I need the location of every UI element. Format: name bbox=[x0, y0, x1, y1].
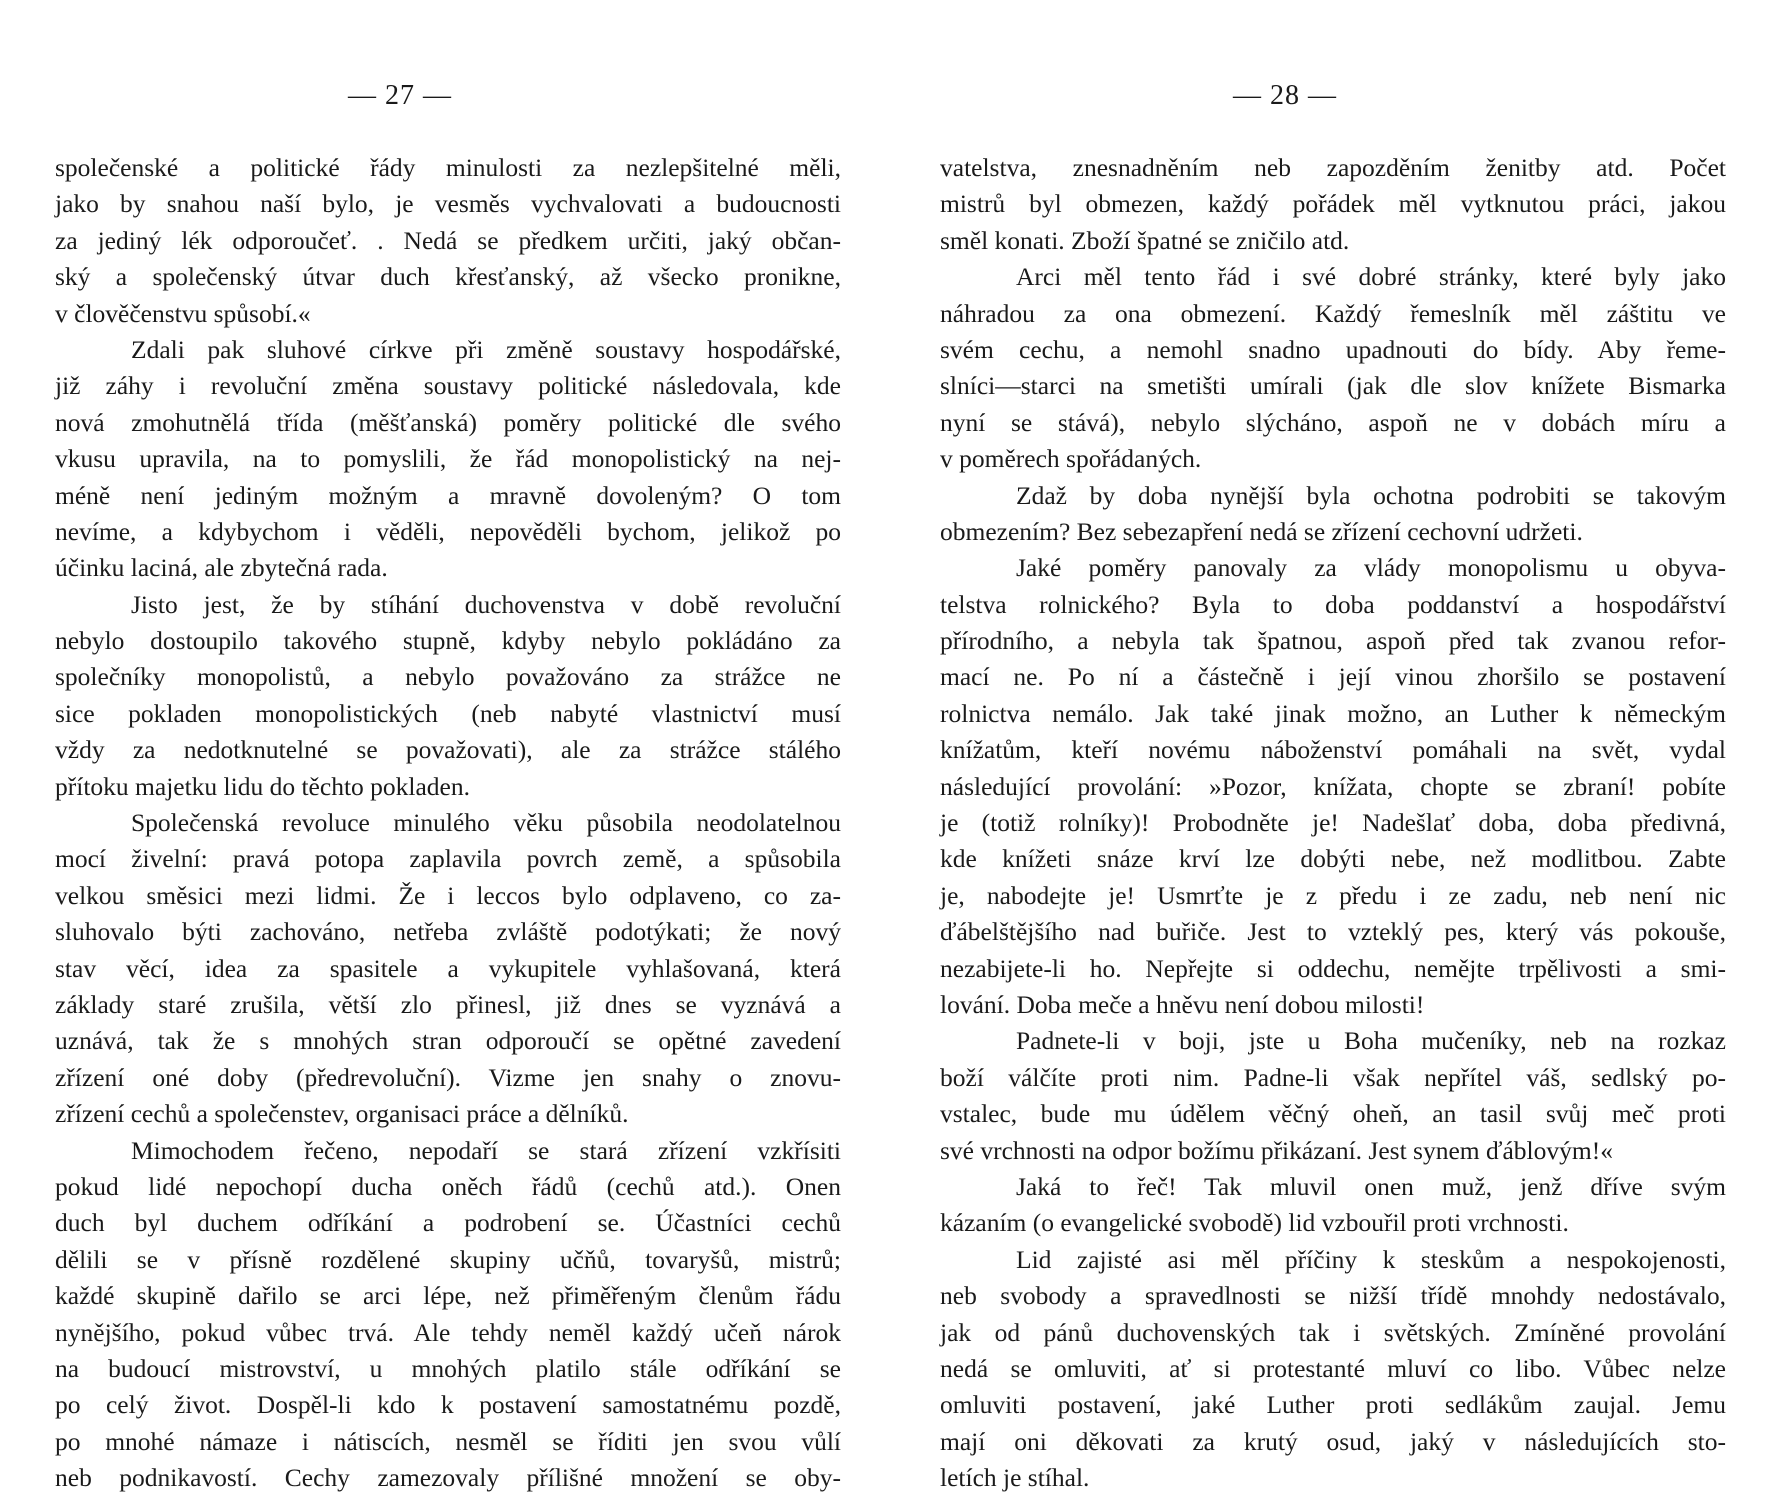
text-line: přírodního, a nebyla tak špatnou, aspoň před tak zvanou refor- bbox=[940, 626, 1726, 656]
text-line: své vrchnosti na odpor božímu přikázaní. Jest synem ďáblovým!« bbox=[940, 1135, 1613, 1165]
text-line: společenské a politické řády minulosti za nezlepšitelné měli, bbox=[55, 153, 841, 182]
text-line: směl konati. Zboží špatné se zničilo atd. bbox=[940, 225, 1350, 255]
text-line: Jaké poměry panovaly za vlády monopolismu u obyva- bbox=[1016, 553, 1726, 583]
text-line: Jaká to řeč! Tak mluvil onen muž, jenž dříve svým bbox=[1016, 1171, 1726, 1201]
text-line: telstva rolnického? Byla to doba poddanství a hospodářství bbox=[940, 589, 1726, 619]
text-line: základy staré zrušila, větší zlo přinesl, již dnes se vyznává a bbox=[55, 989, 841, 1019]
text-line: následující provolání: »Pozor, knížata, chopte se zbraní! pobíte bbox=[940, 771, 1726, 801]
text-line: rolnictva nemálo. Jak také jinak možno, an Luther k německým bbox=[940, 698, 1726, 728]
text-line: pokud lidé nepochopí ducha oněch řádů (cechů atd.). Onen bbox=[55, 1171, 841, 1201]
text-line: vatelstva, znesnadněním neb zapozděním ženitby atd. Počet bbox=[940, 153, 1726, 182]
text-line: velkou směsici mezi lidmi. Že i leccos bylo odplaveno, co za- bbox=[55, 880, 841, 910]
text-line: přítoku majetku lidu do těchto pokladen. bbox=[55, 771, 470, 801]
text-line: za jediný lék odporoučeť. . Nedá se předkem určiti, jaký občan- bbox=[55, 225, 841, 255]
text-line: neb podnikavostí. Cechy zamezovaly přílišné množení se oby- bbox=[55, 1463, 841, 1493]
text-line: stav věcí, idea za spasitele a vykupitele vyhlašovaná, která bbox=[55, 953, 841, 983]
page-number: — 28 — bbox=[1233, 80, 1337, 111]
text-line: společníky monopolistů, a nebylo považováno za strážce ne bbox=[55, 662, 841, 692]
text-line: každé skupině dařilo se arci lépe, než přiměřeným členům řádu bbox=[55, 1281, 841, 1311]
text-line: jak od pánů duchovenských tak i světských. Zmíněné provolání bbox=[940, 1317, 1726, 1347]
text-line: dělili se v přísně rozdělené skupiny učňů, tovaryšů, mistrů; bbox=[55, 1244, 841, 1274]
text-line: knížatům, kteří novému náboženství pomáhali na svět, vydal bbox=[940, 735, 1726, 765]
right-page bbox=[940, 0, 1726, 1500]
text-line: nezabijete-li ho. Nepřejte si oddechu, nemějte trpělivosti a smi- bbox=[940, 953, 1726, 983]
text-line: mistrů byl obmezen, každý pořádek měl vytknutou práci, jakou bbox=[940, 189, 1726, 219]
text-line: sice pokladen monopolistických (neb nabyté vlastnictví musí bbox=[55, 698, 841, 728]
left-page bbox=[55, 0, 841, 1500]
text-line: slníci—starci na smetišti umírali (jak dle slov knížete Bismarka bbox=[940, 371, 1726, 401]
page-body bbox=[940, 150, 1726, 1496]
text-line: Jisto jest, že by stíhání duchovenstva v době revoluční bbox=[131, 589, 841, 619]
text-line: vždy za nedotknutelné se považovati), ale za strážce stálého bbox=[55, 735, 841, 765]
text-line: sluhovalo býti zachováno, netřeba zvláště podotýkati; že nový bbox=[55, 917, 841, 947]
text-line: vkusu upravila, na to pomyslili, že řád monopolistický na nej- bbox=[55, 444, 841, 474]
text-line: nebylo dostoupilo takového stupně, kdyby nebylo pokládáno za bbox=[55, 626, 841, 656]
text-line: po celý život. Dospěl-li kdo k postavení samostatnému pozdě, bbox=[55, 1390, 841, 1420]
text-line: Lid zajisté asi měl příčiny k steskům a nespokojenosti, bbox=[1016, 1244, 1726, 1274]
text-line: již záhy i revoluční změna soustavy politické následovala, kde bbox=[55, 371, 841, 401]
text-line: boží válčíte proti nim. Padne-li však nepřítel váš, sedlský po- bbox=[940, 1062, 1726, 1092]
text-line: omluviti postavení, jaké Luther proti sedlákům zaujal. Jemu bbox=[940, 1390, 1726, 1420]
text-line: nová zmohutnělá třída (měšťanská) poměry politické dle svého bbox=[55, 407, 841, 437]
text-line: nyní se stává), nebylo slýcháno, aspoň ne v dobách míru a bbox=[940, 407, 1726, 437]
text-line: zřízení cechů a společenstev, organisaci práce a dělníků. bbox=[55, 1099, 629, 1129]
page-number: — 27 — bbox=[348, 80, 452, 111]
text-line: Společenská revoluce minulého věku působila neodolatelnou bbox=[131, 808, 841, 838]
text-line: nynějšího, pokud vůbec trvá. Ale tehdy neměl každý učeň nárok bbox=[55, 1317, 841, 1347]
text-line: Padnete-li v boji, jste u Boha mučeníky, neb na rozkaz bbox=[1016, 1026, 1726, 1056]
text-line: ďábelštějšího nad buřiče. Jest to vzteklý pes, který vás pokouše, bbox=[940, 917, 1726, 947]
text-line: Zdali pak sluhové církve při změně soustavy hospodářské, bbox=[131, 334, 841, 364]
text-line: na budoucí mistrovství, u mnohých platilo stále odříkání se bbox=[55, 1353, 841, 1383]
text-line: účinku laciná, ale zbytečná rada. bbox=[55, 553, 388, 583]
text-line: lování. Doba meče a hněvu není dobou milosti! bbox=[940, 989, 1425, 1019]
text-line: zřízení oné doby (předrevoluční). Vizme jen snahy o znovu- bbox=[55, 1062, 841, 1092]
text-line: nevíme, a kdybychom i věděli, nepověděli bychom, jelikož po bbox=[55, 516, 841, 546]
text-line: Mimochodem řečeno, nepodaří se stará zřízení vzkřísiti bbox=[131, 1135, 841, 1165]
text-line: mací ne. Po ní a částečně i její vinou zhoršilo se postavení bbox=[940, 662, 1726, 692]
text-line: kde knížeti snáze krví lze dobýti nebe, než modlitbou. Zabte bbox=[940, 844, 1726, 874]
text-line: v člověčenstvu spůsobí.« bbox=[55, 298, 311, 328]
text-line: mocí živelní: pravá potopa zaplavila povrch země, a spůsobila bbox=[55, 844, 841, 874]
text-line: kázaním (o evangelické svobodě) lid vzbouřil proti vrchnosti. bbox=[940, 1208, 1569, 1238]
text-line: nedá se omluviti, ať si protestanté mluví co libo. Vůbec nelze bbox=[940, 1353, 1726, 1383]
page-body bbox=[55, 150, 841, 1496]
text-line: je, nabodejte je! Usmrťte je z předu i ze zadu, neb není nic bbox=[940, 880, 1726, 910]
text-line: po mnohé námaze i nátiscích, nesměl se říditi jen svou vůlí bbox=[55, 1426, 841, 1456]
text-line: Arci měl tento řád i své dobré stránky, které byly jako bbox=[1016, 262, 1726, 292]
text-line: neb svobody a spravedlnosti se nižší třídě mnohdy nedostávalo, bbox=[940, 1281, 1726, 1311]
text-line: jako by snahou naší bylo, je vesměs vychvalovati a budoucnosti bbox=[55, 189, 841, 219]
text-line: duch byl duchem odříkání a podrobení se. Účastníci cechů bbox=[55, 1208, 841, 1238]
text-line: vstalec, bude mu údělem věčný oheň, an tasil svůj meč proti bbox=[940, 1099, 1726, 1129]
text-line: Zdaž by doba nynější byla ochotna podrobiti se takovým bbox=[1016, 480, 1726, 510]
text-line: uznává, tak že s mnohých stran odporoučí se opětné zavedení bbox=[55, 1026, 841, 1056]
text-line: ský a společenský útvar duch křesťanský, až všecko pronikne, bbox=[55, 262, 841, 292]
text-line: v poměrech spořádaných. bbox=[940, 444, 1202, 474]
text-line: mají oni děkovati za krutý osud, jaký v následujících sto- bbox=[940, 1426, 1726, 1456]
text-line: svém cechu, a nemohl snadno upadnouti do bídy. Aby řeme- bbox=[940, 334, 1726, 364]
text-line: méně není jediným možným a mravně dovoleným? O tom bbox=[55, 480, 841, 510]
text-line: letích je stíhal. bbox=[940, 1463, 1090, 1493]
text-line: náhradou za ona obmezení. Každý řemeslník měl záštitu ve bbox=[940, 298, 1726, 328]
text-line: je (totiž rolníky)! Probodněte je! Nadešlať doba, doba předivná, bbox=[940, 808, 1726, 838]
text-line: obmezením? Bez sebezapření nedá se zřízení cechovní udržeti. bbox=[940, 516, 1583, 546]
